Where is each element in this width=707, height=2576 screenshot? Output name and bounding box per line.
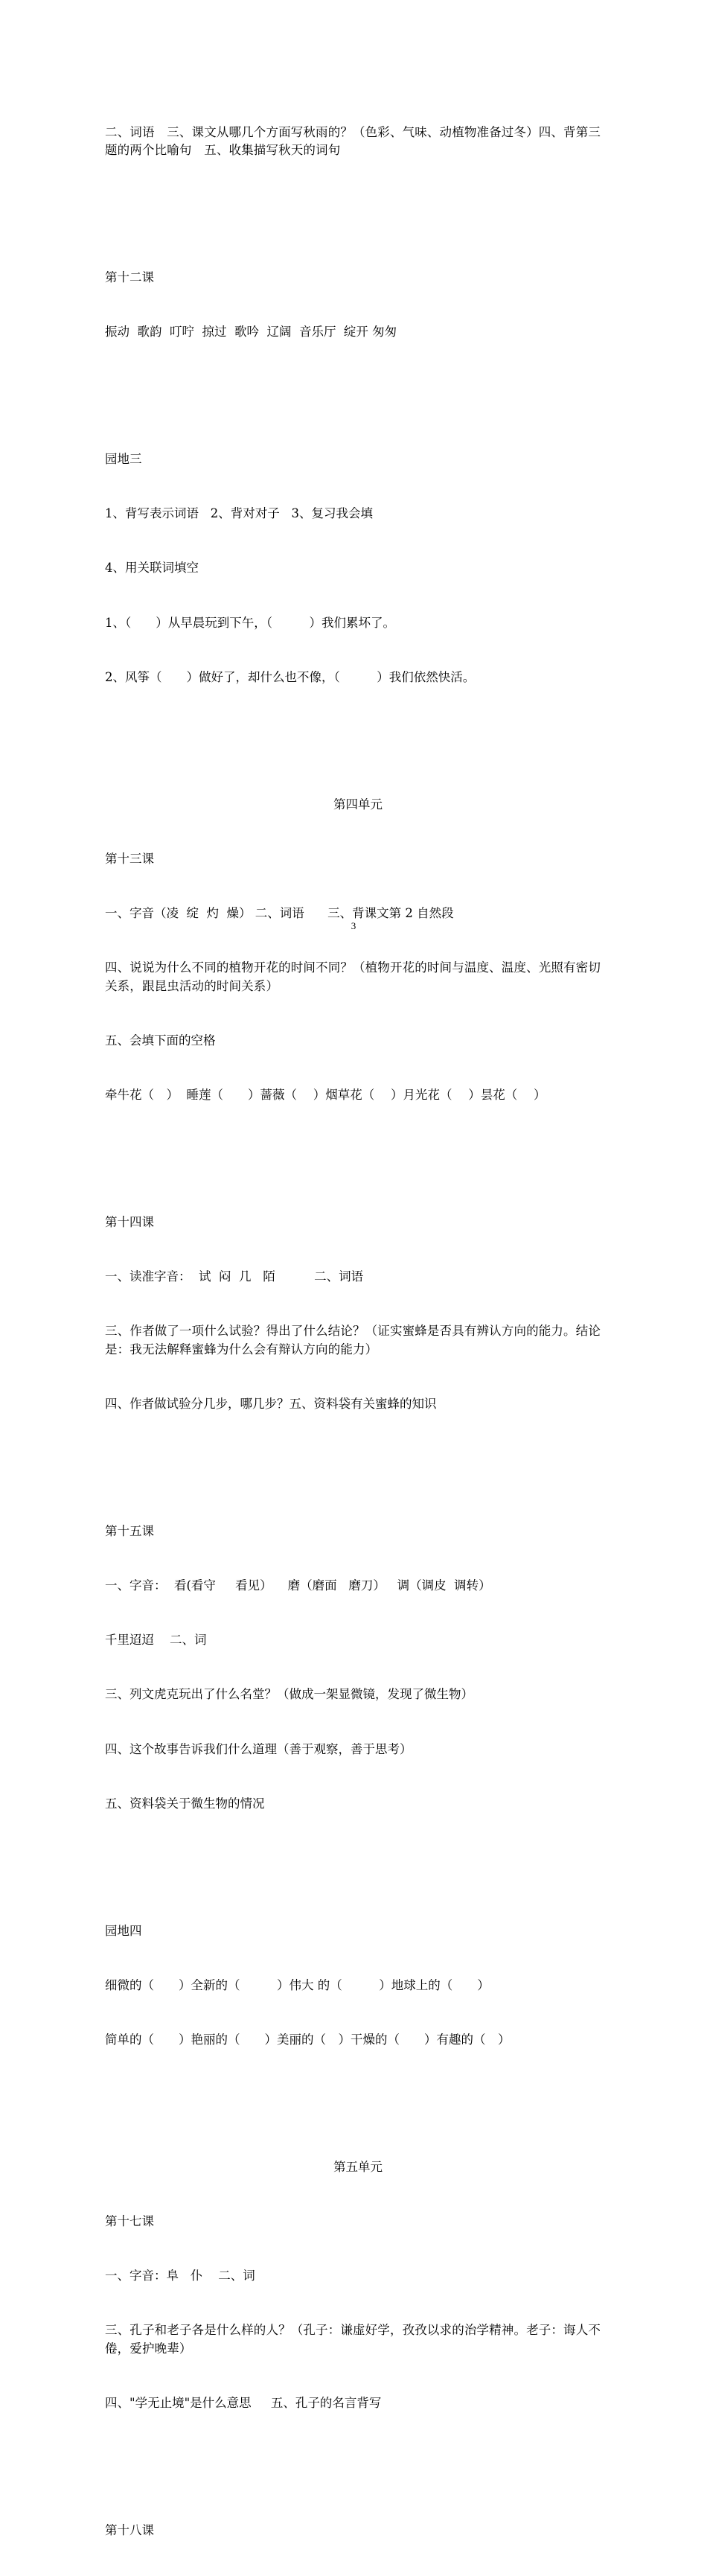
- document-body: [105, 87, 611, 2576]
- spacer: [105, 1141, 611, 1158]
- garden-3-item-2: 4、用关联词填空: [105, 561, 199, 576]
- spacer: [105, 723, 611, 741]
- lesson-15-item-2: 千里迢迢 二、词: [105, 1633, 207, 1648]
- garden-4-item-1: 细微的（ ）全新的（ ）伟大 的（ ）地球上的（ ）: [105, 1977, 490, 1992]
- garden-4-heading: 园地四: [105, 1923, 142, 1938]
- unit-5-heading: 第五单元: [333, 2159, 383, 2174]
- garden-4-item-2: 简单的（ ）艳丽的（ ）美丽的（ ）干燥的（ ）有趣的（ ）: [105, 2033, 511, 2047]
- spacer: [105, 377, 611, 395]
- garden-3-heading: 园地三: [105, 452, 142, 467]
- lesson-13-heading: 第十三课: [105, 851, 154, 866]
- unit-4-heading: 第四单元: [333, 797, 383, 812]
- lesson-11-questions: 二、词语 三、课文从哪几个方面写秋雨的？（色彩、气味、动植物准备过冬）四、背第三题的两个比喻句 五、收集描写秋天的词句: [105, 124, 601, 158]
- lesson-15-item-4: 四、这个故事告诉我们什么道理（善于观察，善于思考）: [105, 1741, 412, 1756]
- lesson-13-item-1: 一、字音（凌 绽 灼 燥） 二、词语 三、背课文第 2 自然段: [105, 906, 454, 921]
- lesson-13-item-4: 牵牛花（ ） 睡莲（ ）蔷薇（ ）烟草花（ ）月光花（ ）昙花（ ）: [105, 1088, 546, 1103]
- spacer: [105, 1849, 611, 1867]
- lesson-17-item-3: 四、"学无止境"是什么意思 五、孔子的名言背写: [105, 2396, 382, 2411]
- lesson-14-heading: 第十四课: [105, 1214, 154, 1229]
- lesson-15-heading: 第十五课: [105, 1523, 154, 1538]
- spacer: [105, 2449, 611, 2467]
- lesson-15-item-5: 五、资料袋关于微生物的情况: [105, 1796, 265, 1811]
- lesson-17-item-1: 一、字音：阜 仆 二、词: [105, 2269, 255, 2283]
- spacer: [105, 2085, 611, 2103]
- page-number: 3: [351, 920, 356, 931]
- lesson-14-item-2: 三、作者做了一项什么试验？得出了什么结论？（证实蜜蜂是否具有辨认方向的能力。结论是：我无法解释蜜蜂为什么会有辩认方向的能力）: [105, 1324, 601, 1356]
- spacer: [105, 1450, 611, 1467]
- lesson-17-heading: 第十七课: [105, 2214, 154, 2229]
- lesson-13-item-2: 四、说说为什么不同的植物开花的时间不同？（植物开花的时间与温度、温度、光照有密切关系，跟昆虫活动的时间关系）: [105, 960, 601, 993]
- lesson-15-item-1: 一、字音： 看(看守 看见） 磨（磨面 磨刀） 调（调皮 调转）: [105, 1578, 491, 1593]
- lesson-18-heading: 第十八课: [105, 2522, 154, 2537]
- garden-3-item-4: 2、风筝（ ）做好了，却什么也不像，（ ）我们依然快活。: [105, 669, 476, 684]
- garden-3-item-1: 1、背写表示词语 2、背对对子 3、复习我会填: [105, 506, 373, 521]
- lesson-17-item-2: 三、孔子和老子各是什么样的人？（孔子：谦虚好学，孜孜以求的治学精神。老子：诲人不倦，爱护晚辈）: [105, 2323, 601, 2356]
- spacer: [105, 196, 611, 214]
- lesson-12-words: 振动 歌韵 叮咛 掠过 歌吟 辽阔 音乐厅 绽开 匆匆: [105, 325, 397, 339]
- garden-3-item-3: 1、（ ）从早晨玩到下午，（ ）我们累坏了。: [105, 615, 395, 630]
- lesson-12-heading: 第十二课: [105, 270, 154, 285]
- lesson-14-item-1: 一、读准字音： 试 闷 几 陌 二、词语: [105, 1269, 364, 1284]
- lesson-14-item-3: 四、作者做试验分几步，哪几步？五、资料袋有关蜜蜂的知识: [105, 1396, 437, 1411]
- lesson-15-item-3: 三、列文虎克玩出了什么名堂？（做成一架显微镜，发现了微生物）: [105, 1687, 473, 1702]
- lesson-13-item-3: 五、会填下面的空格: [105, 1033, 216, 1048]
